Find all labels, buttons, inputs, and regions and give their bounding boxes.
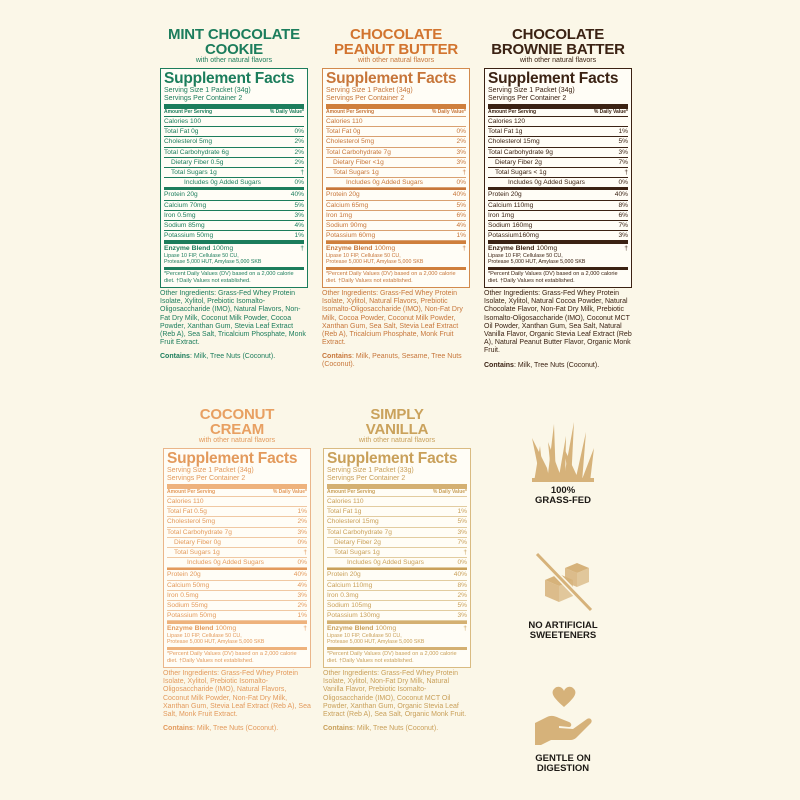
feature-no-artificial-sweeteners: NO ARTIFICIAL SWEETENERS	[528, 620, 598, 641]
nutrient-row	[167, 601, 307, 611]
flavor-block-pb	[322, 27, 470, 369]
serving-size: Serving Size 1 Packet (33g)	[327, 467, 414, 474]
nutrient-label: Calories 110	[326, 118, 363, 125]
nutrient-row	[164, 148, 304, 158]
enzyme-blend-label: Enzyme Blend	[327, 625, 374, 633]
nutrient-label: Calories 110	[327, 498, 364, 505]
nutrient-dv: 5%	[456, 201, 466, 209]
nutrient-row	[327, 548, 467, 558]
nutrient-label: Cholesterol 15mg	[327, 518, 379, 526]
panel-title: Supplement Facts	[327, 450, 458, 467]
flavor-subtitle: with other natural flavors	[198, 437, 276, 444]
nutrient-row	[488, 117, 628, 127]
flavor-title: CHOCOLATE BROWNIE BATTER	[491, 26, 625, 58]
nutrient-row	[164, 221, 304, 231]
nutrient-label: Calories 110	[167, 498, 204, 505]
nutrient-row	[164, 168, 304, 178]
allergen-statement	[163, 725, 311, 733]
nutrient-row	[488, 158, 628, 168]
other-ingredients: Other Ingredients: Grass-Fed Whey Protein Isolate, Xylitol, Prebiotic Isomalto-Oligosaccharide (IMO), Natural Flavors, Coconut Milk Powder, Non-Fat Dry Milk, Xanthan Gum, Stevia Leaf Extract (Reb A), Sea Salt, Monk Fruit Extract.	[163, 670, 311, 719]
nutrient-dv: 4%	[294, 222, 304, 230]
nutrient-label: Sodium 160mg	[488, 222, 533, 230]
nutrient-row	[326, 211, 466, 221]
nutrient-label: Dietary Fiber 2g	[334, 538, 381, 546]
panel-title: Supplement Facts	[167, 450, 298, 467]
flavor-block-brownie	[484, 27, 632, 370]
servings-per-container: Servings Per Container 2	[488, 95, 567, 102]
nutrient-dv: 0%	[457, 559, 467, 567]
nutrient-dv: 0%	[294, 179, 304, 187]
nutrient-label: Dietary Fiber 0.5g	[171, 158, 224, 166]
nutrient-dv: 8%	[618, 201, 628, 209]
flavor-title: CHOCOLATE PEANUT BUTTER	[333, 26, 459, 58]
nutrient-label: Sodium 105mg	[327, 602, 372, 610]
nutrient-row	[326, 221, 466, 231]
supplement-facts-panel	[323, 448, 471, 668]
enzyme-dv: †	[624, 245, 628, 253]
nutrient-row	[488, 127, 628, 137]
nutrient-label: Includes 0g Added Sugars	[508, 179, 585, 187]
nutrient-dv: 6%	[456, 211, 466, 219]
amount-header	[326, 109, 466, 117]
nutrient-label: Iron 0.5mg	[164, 211, 196, 219]
panel-title: Supplement Facts	[164, 70, 295, 87]
nutrient-dv: 2%	[457, 591, 467, 599]
nutrient-row	[167, 507, 307, 517]
nutrient-dv: 7%	[457, 538, 467, 546]
nutrient-row	[488, 148, 628, 158]
nutrient-row	[326, 168, 466, 178]
contains-label: Contains	[322, 353, 352, 361]
nutrient-label: Total Carbohydrate 7g	[167, 528, 232, 536]
nutrient-label: Calories 120	[488, 118, 526, 125]
nutrient-row	[327, 528, 467, 538]
nutrient-label: Cholesterol 5mg	[326, 138, 375, 146]
nutrient-dv: 2%	[294, 138, 304, 146]
enzyme-detail: Lipase 10 FIP, Cellulase 50 CU, Protease 5,000 HUT, Amylase 5,000 SKB	[326, 253, 424, 266]
nutrient-label: Includes 0g Added Sugars	[184, 179, 261, 187]
servings-per-container: Servings Per Container 2	[327, 475, 406, 482]
nutrient-dv: 2%	[294, 148, 304, 156]
nutrient-label: Protein 20g	[327, 571, 361, 579]
nutrient-dv: †	[300, 169, 304, 177]
nutrient-row	[327, 581, 467, 591]
nutrient-label: Total Fat 1g	[327, 508, 362, 516]
allergen-statement	[484, 362, 632, 370]
enzyme-blend-row	[327, 625, 467, 633]
contains-label: Contains	[323, 725, 353, 733]
contains-text: : Milk, Tree Nuts (Coconut).	[192, 725, 279, 733]
nutrient-rows	[488, 117, 628, 241]
enzyme-detail: Lipase 10 FIP, Cellulase 50 CU, Protease 5,000 HUT, Amylase 5,000 SKB	[327, 633, 425, 646]
nutrient-rows	[167, 497, 307, 621]
nutrient-row	[167, 591, 307, 601]
flavor-title: SIMPLY VANILLA	[365, 406, 429, 438]
nutrient-label: Iron 0.3mg	[327, 591, 359, 599]
nutrient-row	[326, 201, 466, 211]
enzyme-dv: †	[462, 245, 466, 253]
enzyme-amount: 100mg	[374, 245, 396, 253]
nutrient-row	[167, 581, 307, 591]
nutrient-row	[164, 201, 304, 211]
flavor-block-mint	[160, 27, 308, 361]
enzyme-detail: Lipase 10 FIP, Cellulase 50 CU, Protease 5,000 HUT, Amylase 5,000 SKB	[488, 253, 586, 266]
nutrient-dv: 0%	[297, 559, 307, 567]
serving-size: Serving Size 1 Packet (34g)	[164, 87, 251, 94]
divider-bar	[164, 241, 304, 244]
enzyme-blend-row	[488, 245, 628, 253]
nutrient-dv: †	[462, 169, 466, 177]
panel-title: Supplement Facts	[326, 70, 457, 87]
divider-bar	[488, 241, 628, 244]
nutrient-rows	[327, 497, 467, 621]
nutrient-label: Total Sugars 1g	[333, 169, 379, 177]
nutrient-label: Cholesterol 5mg	[167, 518, 216, 526]
nutrient-row	[164, 231, 304, 241]
nutrient-label: Total Sugars 1g	[334, 549, 380, 557]
enzyme-detail: Lipase 10 FIP, Cellulase 50 CU, Protease 5,000 HUT, Amylase 5,000 SKB	[164, 253, 262, 266]
nutrient-row	[326, 231, 466, 241]
nutrient-label: Iron 1mg	[326, 211, 353, 219]
nutrient-dv: 3%	[456, 148, 466, 156]
nutrient-row	[327, 558, 467, 568]
grass-icon	[530, 418, 596, 487]
other-ingredients: Other Ingredients: Grass-Fed Whey Protein Isolate, Xylitol, Non-Fat Dry Milk, Natural Vanilla Flavor, Prebiotic Isomalto-Oligosaccharide (IMO), Coconut MCT Oil Powder, Xanthan Gum, Organic Stevia Leaf Extract (Reb A), Sea Salt, Organic Monk Fruit.	[323, 670, 467, 719]
nutrient-row	[167, 517, 307, 527]
flavor-subtitle: with other natural flavors	[519, 57, 597, 64]
nutrient-label: Calcium 110mg	[327, 581, 373, 589]
nutrient-dv: 2%	[456, 138, 466, 146]
nutrient-dv: 0%	[456, 179, 466, 187]
nutrient-dv: 3%	[618, 232, 628, 240]
nutrient-dv: 0%	[456, 128, 466, 136]
nutrient-row	[488, 201, 628, 211]
nutrient-dv: 2%	[297, 518, 307, 526]
nutrient-dv: 1%	[456, 232, 466, 240]
nutrient-rows	[326, 117, 466, 241]
nutrient-row	[327, 538, 467, 548]
enzyme-dv: †	[303, 625, 307, 633]
nutrient-row	[326, 117, 466, 127]
contains-text: : Milk, Peanuts, Sesame, Tree Nuts (Coconut).	[322, 353, 462, 369]
nutrient-dv: 40%	[293, 571, 307, 579]
amount-header	[327, 489, 467, 497]
serving-size: Serving Size 1 Packet (34g)	[326, 87, 413, 94]
nutrient-row	[164, 117, 304, 127]
allergen-statement	[322, 353, 470, 369]
nutrient-row	[488, 188, 628, 200]
serving-size: Serving Size 1 Packet (34g)	[488, 87, 575, 94]
amount-header	[488, 109, 628, 117]
no-sugar-cubes-icon	[531, 550, 595, 619]
enzyme-detail: Lipase 10 FIP, Cellulase 50 CU, Protease 5,000 HUT, Amylase 5,000 SKB	[167, 633, 265, 646]
nutrient-dv: 3%	[297, 528, 307, 536]
servings-per-container: Servings Per Container 2	[164, 95, 243, 102]
nutrient-label: Includes 0g Added Sugars	[187, 559, 264, 567]
daily-value-label: % Daily Value*	[431, 109, 466, 115]
nutrient-label: Iron 1mg	[488, 211, 515, 219]
amount-per-serving-label: Amount Per Serving	[488, 109, 537, 115]
contains-text: : Milk, Tree Nuts (Coconut).	[189, 353, 276, 361]
nutrient-dv: 40%	[452, 191, 466, 199]
divider-bar	[326, 241, 466, 244]
flavor-block-coco	[163, 407, 311, 733]
feature-grass-fed: 100% GRASS-FED	[535, 485, 591, 506]
nutrient-row	[326, 137, 466, 147]
nutrient-dv: 1%	[297, 508, 307, 516]
nutrient-dv: 2%	[294, 158, 304, 166]
nutrient-row	[167, 568, 307, 580]
supplement-facts-panel	[163, 448, 311, 668]
nutrient-dv: 40%	[290, 191, 304, 199]
nutrient-row	[488, 221, 628, 231]
nutrient-label: Dietary Fiber 0g	[174, 538, 221, 546]
contains-label: Contains	[484, 361, 514, 369]
nutrient-dv: 1%	[457, 508, 467, 516]
nutrient-label: Total Fat 0g	[164, 128, 199, 136]
nutrient-dv: 4%	[297, 581, 307, 589]
nutrient-dv: 1%	[294, 232, 304, 240]
nutrient-label: Total Sugars < 1g	[495, 169, 547, 177]
heart-hand-icon	[533, 683, 595, 750]
nutrient-label: Total Fat 0.5g	[167, 508, 207, 516]
nutrient-label: Total Sugars 1g	[171, 169, 217, 177]
nutrient-dv: 5%	[618, 138, 628, 146]
nutrient-dv: 40%	[453, 571, 467, 579]
nutrient-row	[167, 558, 307, 568]
nutrient-row	[167, 611, 307, 621]
nutrient-dv: 6%	[618, 211, 628, 219]
nutrient-label: Dietary Fiber 2g	[495, 158, 542, 166]
nutrient-row	[488, 168, 628, 178]
nutrient-label: Calcium 70mg	[164, 201, 207, 209]
panel-footnote: *Percent Daily Values (DV) based on a 2,000 calorie diet. †Daily Values not established.	[167, 651, 297, 664]
nutrient-label: Protein 20g	[167, 571, 201, 579]
nutrient-dv: 5%	[294, 201, 304, 209]
nutrient-dv: 3%	[457, 612, 467, 620]
servings-per-container: Servings Per Container 2	[326, 95, 405, 102]
nutrient-dv: 1%	[297, 612, 307, 620]
nutrient-label: Calcium 110mg	[488, 201, 534, 209]
nutrient-dv: 7%	[618, 222, 628, 230]
nutrient-row	[488, 137, 628, 147]
nutrient-row	[167, 497, 307, 507]
nutrient-label: Cholesterol 15mg	[488, 138, 540, 146]
divider-bar	[167, 621, 307, 624]
nutrient-label: Potassium 60mg	[326, 232, 376, 240]
enzyme-amount: 100mg	[212, 245, 234, 253]
nutrient-label: Dietary Fiber <1g	[333, 158, 384, 166]
flavor-subtitle: with other natural flavors	[195, 57, 273, 64]
nutrient-dv: 1%	[618, 128, 628, 136]
nutrient-label: Calcium 65mg	[326, 201, 369, 209]
daily-value-label: % Daily Value*	[432, 489, 467, 495]
nutrient-label: Total Fat 1g	[488, 128, 523, 136]
daily-value-label: % Daily Value*	[272, 489, 307, 495]
nutrient-dv: 8%	[457, 581, 467, 589]
nutrient-row	[164, 188, 304, 200]
enzyme-amount: 100mg	[215, 625, 237, 633]
nutrient-row	[164, 137, 304, 147]
nutrient-label: Total Carbohydrate 9g	[488, 148, 553, 156]
enzyme-amount: 100mg	[375, 625, 397, 633]
amount-per-serving-label: Amount Per Serving	[327, 489, 376, 495]
enzyme-dv: †	[300, 245, 304, 253]
nutrient-row	[326, 178, 466, 188]
nutrient-row	[327, 497, 467, 507]
nutrient-label: Includes 0g Added Sugars	[347, 559, 424, 567]
nutrient-row	[488, 211, 628, 221]
allergen-statement	[323, 725, 471, 733]
nutrient-row	[327, 517, 467, 527]
nutrient-label: Potassium 50mg	[164, 232, 214, 240]
nutrient-dv: 3%	[456, 158, 466, 166]
enzyme-blend-label: Enzyme Blend	[167, 625, 214, 633]
allergen-statement	[160, 353, 308, 361]
other-ingredients: Other Ingredients: Grass-Fed Whey Protein Isolate, Xylitol, Natural Flavors, Prebiotic Isomalto-Oligosaccharide (IMO), Non-Fat Dry Milk, Cocoa Powder, Coconut Milk Powder, Xanthan Gum, Sea Salt, Stevia Leaf Extract (Reb A), Tricalcium Phosphate, Monk Fruit Extract.	[322, 290, 463, 347]
nutrient-label: Total Carbohydrate 7g	[326, 148, 391, 156]
nutrient-label: Total Sugars 1g	[174, 549, 220, 557]
supplement-facts-panel	[322, 68, 470, 288]
feature-gentle-on-digestion: GENTLE ON DIGESTION	[535, 753, 591, 774]
nutrient-dv: †	[624, 169, 628, 177]
nutrient-dv: 3%	[297, 591, 307, 599]
nutrient-row	[488, 178, 628, 188]
nutrient-label: Sodium 85mg	[164, 222, 205, 230]
amount-per-serving-label: Amount Per Serving	[167, 489, 216, 495]
supplement-facts-panel	[484, 68, 632, 288]
panel-footnote: *Percent Daily Values (DV) based on a 2,000 calorie diet. †Daily Values not established.	[488, 271, 618, 284]
amount-header	[164, 109, 304, 117]
contains-label: Contains	[163, 725, 193, 733]
nutrient-label: Sodium 55mg	[167, 602, 208, 610]
nutrient-label: Protein 20g	[326, 191, 360, 199]
nutrient-label: Cholesterol 5mg	[164, 138, 213, 146]
panel-footnote: *Percent Daily Values (DV) based on a 2,000 calorie diet. †Daily Values not established.	[164, 271, 294, 284]
nutrient-dv: 3%	[294, 211, 304, 219]
nutrient-label: Protein 20g	[488, 191, 522, 199]
nutrient-row	[326, 127, 466, 137]
nutrient-row	[167, 548, 307, 558]
nutrient-row	[164, 211, 304, 221]
nutrient-row	[326, 148, 466, 158]
nutrient-label: Potassium160mg	[488, 232, 539, 240]
nutrient-label: Total Carbohydrate 7g	[327, 528, 392, 536]
amount-per-serving-label: Amount Per Serving	[326, 109, 375, 115]
nutrient-label: Sodium 90mg	[326, 222, 367, 230]
contains-text: : Milk, Tree Nuts (Coconut).	[352, 725, 439, 733]
nutrient-label: Potassium 50mg	[167, 612, 217, 620]
enzyme-blend-row	[326, 245, 466, 253]
flavor-title: MINT CHOCOLATE COOKIE	[168, 26, 300, 58]
daily-value-label: % Daily Value*	[269, 109, 304, 115]
enzyme-blend-label: Enzyme Blend	[326, 245, 373, 253]
nutrient-label: Protein 20g	[164, 191, 198, 199]
nutrient-row	[327, 591, 467, 601]
nutrient-dv: 40%	[614, 191, 628, 199]
nutrient-row	[327, 611, 467, 621]
nutrient-dv: 3%	[618, 148, 628, 156]
nutrient-dv: 3%	[457, 528, 467, 536]
nutrient-row	[164, 158, 304, 168]
nutrient-label: Calcium 50mg	[167, 581, 210, 589]
other-ingredients: Other Ingredients: Grass-Fed Whey Protein Isolate, Xylitol, Natural Cocoa Powder, Natural Chocolate Flavor, Non-Fat Dry Milk, Prebiotic Isomalto-Oligosaccharide (IMO), Coconut MCT Oil Powder, Xanthan Gum, Sea Salt, Natural Vanilla Flavor, Organic Stevia Leaf Extract (Reb A), Natural Peanut Butter Flavor, Organic Monk Fruit.	[484, 290, 632, 355]
nutrient-dv: 5%	[457, 602, 467, 610]
nutrient-dv: 5%	[457, 518, 467, 526]
nutrient-label: Includes 0g Added Sugars	[346, 179, 423, 187]
flavor-block-van	[323, 407, 471, 733]
nutrient-label: Total Fat 0g	[326, 128, 361, 136]
amount-per-serving-label: Amount Per Serving	[164, 109, 213, 115]
nutrient-dv: 0%	[294, 128, 304, 136]
enzyme-blend-row	[164, 245, 304, 253]
nutrient-row	[167, 528, 307, 538]
enzyme-blend-row	[167, 625, 307, 633]
nutrient-row	[326, 188, 466, 200]
servings-per-container: Servings Per Container 2	[167, 475, 246, 482]
flavor-subtitle: with other natural flavors	[357, 57, 435, 64]
divider-bar	[327, 621, 467, 624]
nutrient-dv: 7%	[618, 158, 628, 166]
panel-footnote: *Percent Daily Values (DV) based on a 2,000 calorie diet. †Daily Values not established.	[326, 271, 456, 284]
nutrient-row	[164, 127, 304, 137]
nutrient-label: Calories 100	[164, 118, 202, 125]
enzyme-amount: 100mg	[536, 245, 558, 253]
nutrient-row	[327, 601, 467, 611]
supplement-facts-panel	[160, 68, 308, 288]
serving-size: Serving Size 1 Packet (34g)	[167, 467, 254, 474]
enzyme-dv: †	[463, 625, 467, 633]
nutrient-dv: 4%	[456, 222, 466, 230]
nutrient-dv: 0%	[297, 538, 307, 546]
nutrient-row	[326, 158, 466, 168]
nutrient-dv: 0%	[618, 179, 628, 187]
nutrient-rows	[164, 117, 304, 241]
enzyme-blend-label: Enzyme Blend	[488, 245, 535, 253]
nutrient-dv: 2%	[297, 602, 307, 610]
nutrient-label: Iron 0.5mg	[167, 591, 199, 599]
enzyme-blend-label: Enzyme Blend	[164, 245, 211, 253]
nutrient-label: Total Carbohydrate 6g	[164, 148, 229, 156]
amount-header	[167, 489, 307, 497]
contains-label: Contains	[160, 353, 190, 361]
nutrient-row	[167, 538, 307, 548]
nutrient-label: Potassium 130mg	[327, 612, 380, 620]
contains-text: : Milk, Tree Nuts (Coconut).	[513, 361, 600, 369]
flavor-title: COCONUT CREAM	[199, 406, 275, 438]
panel-title: Supplement Facts	[488, 70, 619, 87]
nutrient-row	[327, 568, 467, 580]
panel-footnote: *Percent Daily Values (DV) based on a 2,000 calorie diet. †Daily Values not established.	[327, 651, 457, 664]
flavor-subtitle: with other natural flavors	[358, 437, 436, 444]
nutrient-dv: †	[463, 549, 467, 557]
nutrient-dv: †	[303, 549, 307, 557]
nutrient-row	[164, 178, 304, 188]
daily-value-label: % Daily Value*	[593, 109, 628, 115]
nutrient-row	[488, 231, 628, 241]
nutrient-row	[327, 507, 467, 517]
other-ingredients: Other Ingredients: Grass-Fed Whey Protein Isolate, Xylitol, Prebiotic Isomalto-Oligosaccharide (IMO), Natural Flavors, Non-Fat Dry Milk, Coconut Milk Powder, Cocoa Powder, Xanthan Gum, Stevia Leaf Extract (Reb A), Sea Salt, Tricalcium Phosphate, Monk Fruit Extract.	[160, 290, 306, 347]
